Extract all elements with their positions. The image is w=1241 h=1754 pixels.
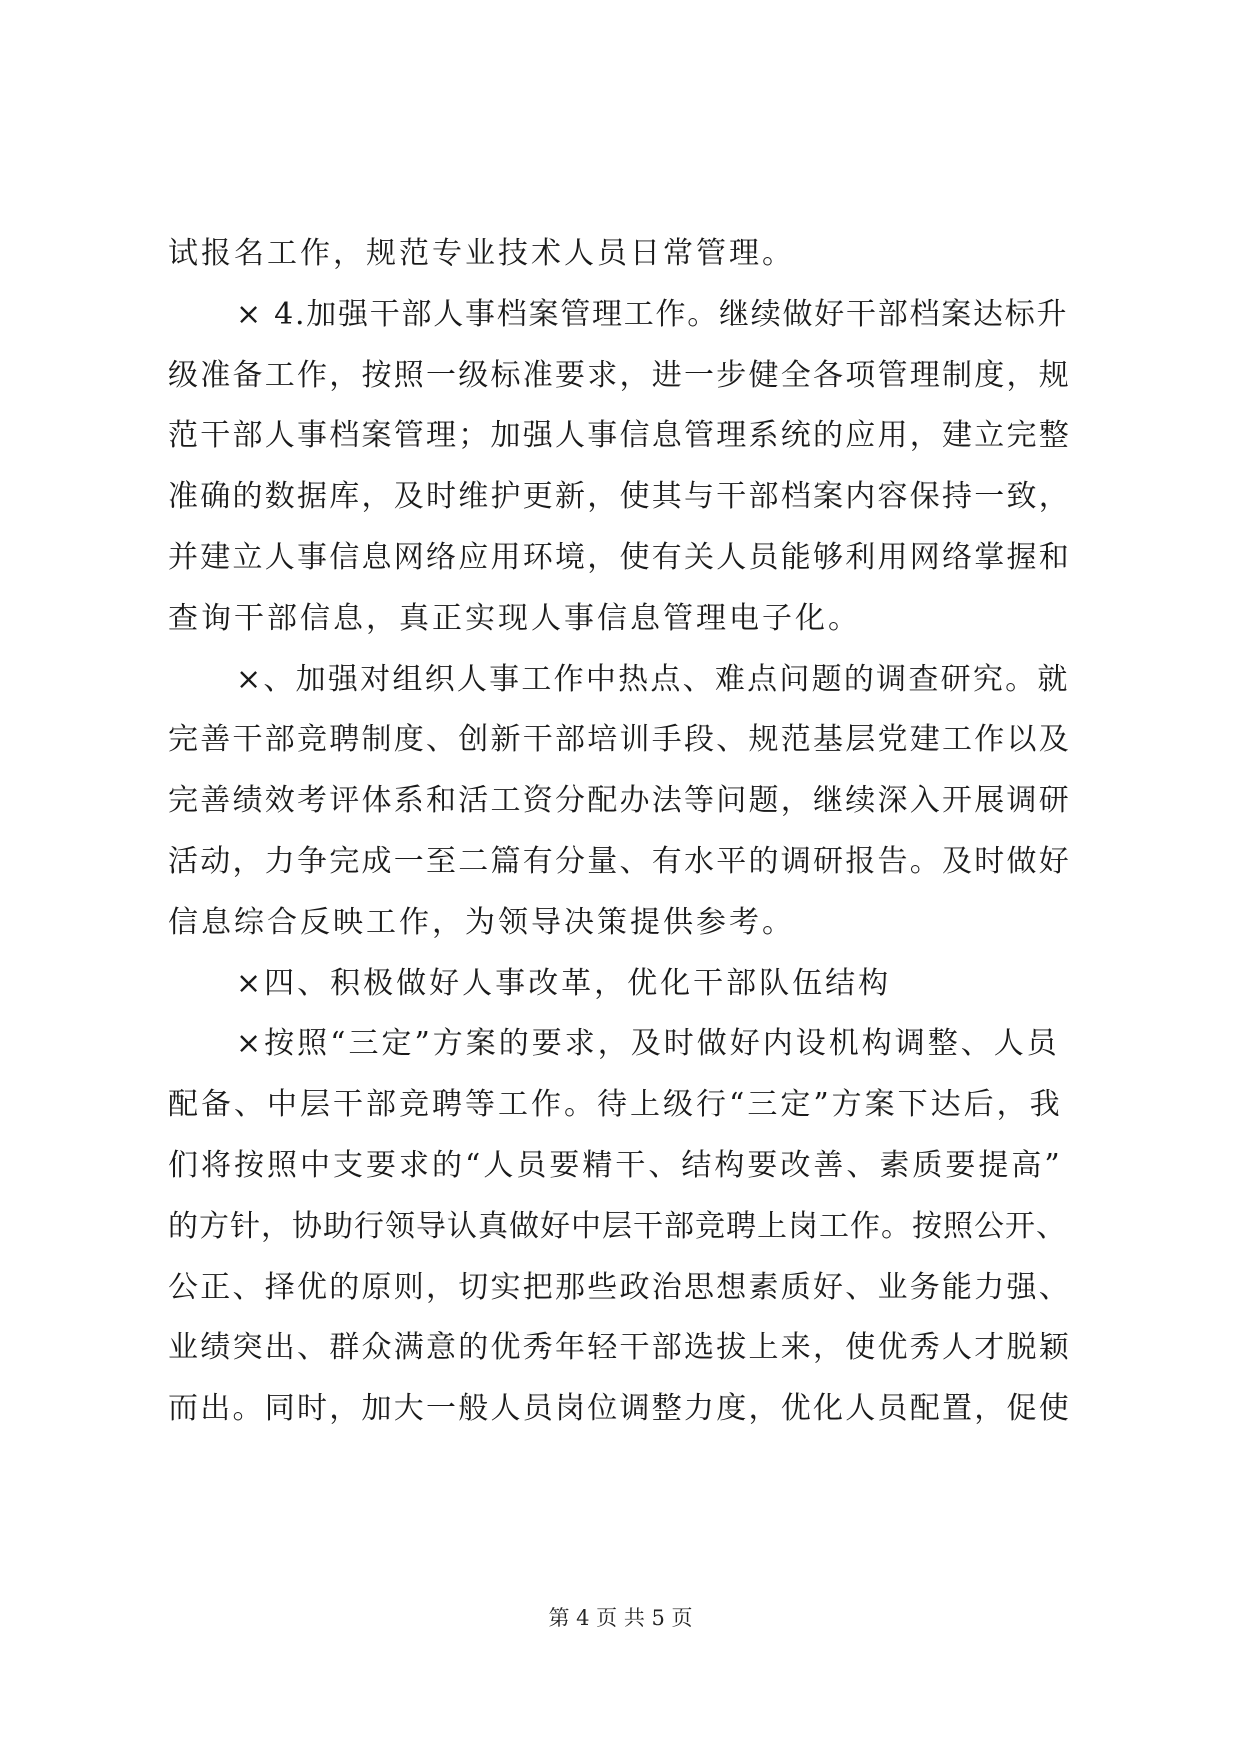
text-line: 试报名工作，规范专业技术人员日常管理。	[168, 236, 795, 271]
document-body	[168, 224, 1073, 1440]
section-heading: ×四、积极做好人事改革，优化干部队伍结构	[236, 965, 892, 1001]
page-number-footer: 第 4 页 共 5 页	[548, 1606, 693, 1630]
text-line: 业绩突出、群众满意的优秀年轻干部选拔上来，使优秀人才脱颖	[168, 1330, 1071, 1366]
text-line: 级准备工作，按照一级标准要求，进一步健全各项管理制度，规	[168, 357, 1071, 393]
text-line: 准确的数据库，及时维护更新，使其与干部档案内容保持一致，	[168, 479, 1071, 515]
text-line: ×、加强对组织人事工作中热点、难点问题的调查研究。就	[236, 661, 1070, 697]
text-line: 查询干部信息，真正实现人事信息管理电子化。	[168, 600, 861, 636]
text-line: 范干部人事档案管理；加强人事信息管理系统的应用，建立完整	[168, 418, 1071, 454]
text-line: 们将按照中支要求的“人员要精干、结构要改善、素质要提高”	[168, 1147, 1063, 1183]
text-line: 而出。同时，加大一般人员岗位调整力度，优化人员配置，促使	[168, 1391, 1071, 1427]
text-line: 配备、中层干部竞聘等工作。待上级行“三定”方案下达后，我	[168, 1087, 1063, 1123]
text-line: 公正、择优的原则，切实把那些政治思想素质好、业务能力强、	[168, 1269, 1071, 1305]
text-line: 的方针，协助行领导认真做好中层干部竞聘上岗工作。按照公开、	[168, 1208, 1067, 1244]
text-line: 信息综合反映工作，为领导决策提供参考。	[168, 904, 795, 940]
text-line: 活动，力争完成一至二篇有分量、有水平的调研报告。及时做好	[168, 843, 1071, 879]
text-line: × 4.加强干部人事档案管理工作。继续做好干部档案达标升	[236, 296, 1069, 332]
text-line: ×按照“三定”方案的要求，及时做好内设机构调整、人员	[236, 1026, 1060, 1062]
text-line: 完善干部竞聘制度、创新干部培训手段、规范基层党建工作以及	[168, 722, 1071, 758]
text-line: 并建立人事信息网络应用环境，使有关人员能够利用网络掌握和	[168, 539, 1071, 575]
text-line: 完善绩效考评体系和活工资分配办法等问题，继续深入开展调研	[168, 783, 1071, 819]
